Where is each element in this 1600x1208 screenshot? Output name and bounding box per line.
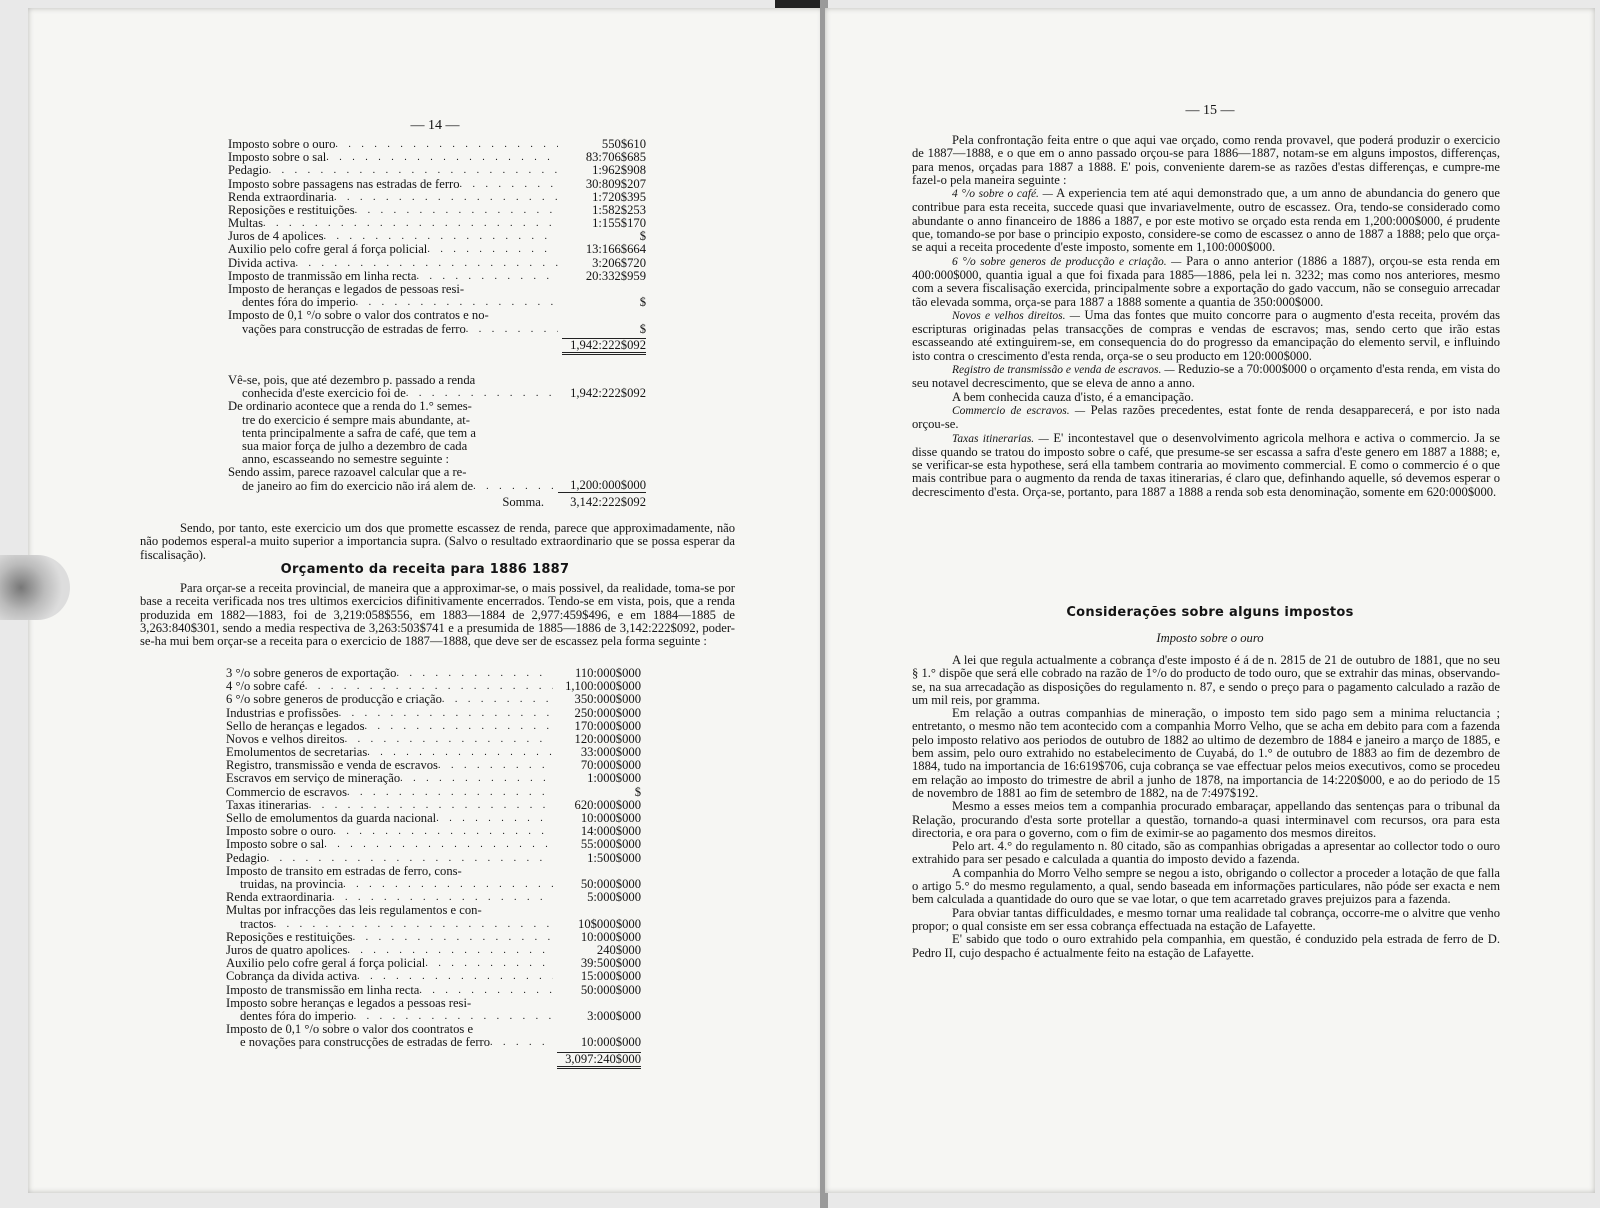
budget-row-amount: 1:500$000 xyxy=(587,850,641,865)
budget-multi-row-line1: Imposto sobre heranças e legados a pessoas resi- xyxy=(226,995,472,1010)
budget-row-amount: 240$000 xyxy=(596,942,641,957)
page-number-left: — 14 — xyxy=(410,118,460,133)
known-amount: 1,942:222$092 xyxy=(570,386,646,401)
revenue-row-amount: 20:332$959 xyxy=(585,268,646,283)
budget-multi-row-line2: dentes fóra do imperio xyxy=(240,1008,354,1023)
revenue-row-leader xyxy=(269,164,558,177)
budget-row xyxy=(226,720,641,733)
budget-total: 3,097:240$000 xyxy=(557,1052,641,1069)
reasonable-line1: Sendo assim, parece razoavel calcular que a re- xyxy=(228,465,467,480)
budget-row-label: Imposto de transmissão em linha recta xyxy=(226,982,420,997)
revenue-multi-row-leader xyxy=(466,323,558,336)
item-term: Registro de transmissão e venda de escravos. — xyxy=(952,364,1175,377)
revenue-row-label: Reposições e restituições xyxy=(228,202,355,217)
budget-row-amount: 1,100:000$000 xyxy=(565,679,641,694)
budget-row-label: Renda extraordinaria xyxy=(226,890,332,905)
body-paragraph: A lei que regula actualmente a cobrança d'este imposto é á de n. 2815 de 21 de outubro de 1881, que no seu § 1.° dispõe que será elle cobrado na razão de 1°/o do producto de todo ouro, que se extrahir das minas, observando-se, na sua arrecadação as disposições do regulamento n. 87, e sendo o preço para o pagamento calculado a razão de um mil reis, por gramma. xyxy=(912,653,1500,707)
revenue-row-label: Divida activa xyxy=(228,255,296,270)
budget-row-amount: 110:000$000 xyxy=(574,665,641,680)
budget-multi-row-row2 xyxy=(226,1036,641,1049)
budget-row-label: Reposições e restituições xyxy=(226,929,353,944)
budget-multi-row xyxy=(226,997,641,1023)
somma-label: Somma. xyxy=(502,494,544,509)
body-paragraph: Para obviar tantas difficuldades, e mesmo tornar uma realidade tal cobrança, occorre-me o alvitre que venho propor; o qual consiste em ser essa cobrança effectuada na estação de Lafayette. xyxy=(912,905,1500,933)
revenue-multi-row-line1: Imposto de 0,1 °/o sobre o valor dos contratos e no- xyxy=(228,308,489,323)
item-term: Novos e velhos direitos. — xyxy=(952,309,1080,322)
budget-row-amount: 55:000$000 xyxy=(580,837,641,852)
budget-row-amount: 70:000$000 xyxy=(580,758,641,773)
revenue-row xyxy=(228,257,646,270)
cause-line: A bem conhecida cauza d'isto, é a emancipação. xyxy=(952,389,1194,404)
revenue-row-amount: 3:206$720 xyxy=(592,255,646,270)
revenue-row-leader xyxy=(335,138,558,151)
budget-row-amount: 120:000$000 xyxy=(574,731,641,746)
budget-row-leader xyxy=(419,984,553,997)
budget-multi-row-line2: truidas, na provincia xyxy=(240,877,344,891)
budget-row-leader xyxy=(324,838,553,851)
summary-line2: conhecida d'este exercicio foi de xyxy=(242,386,406,401)
budget-multi-row-line2: e novações para construcções de estradas de ferro xyxy=(240,1035,490,1050)
revenue-multi-row-amount: $ xyxy=(639,321,646,336)
budget-multi-row-line1: Multas por infracções das leis regulamentos e con- xyxy=(226,903,482,918)
conclusion-paragraph: Sendo, por tanto, este exercicio um dos que promette escassez de renda, parece que approximadamente, não não podemos esperal-a muito superior a importancia supra. (Salvo o resultado extraordinario que se possa esperar da fiscalisação). xyxy=(140,521,735,562)
budget-row-label: Novos e velhos direitos xyxy=(226,731,345,746)
budget-row-amount: 1:000$000 xyxy=(587,771,641,786)
budget-row-label: Juros de quatro apolices xyxy=(226,942,348,957)
body-paragraph: Pelo art. 4.° do regulamento n. 80 citado, são as companhias obrigadas a apresentar ao collector todo o ouro extrahido para ser pesado e calculada a quantia do imposto devido a fazenda. xyxy=(912,839,1500,867)
body-paragraph: Em relação a outras companhias de mineração, o imposto tem sido pago sem a minima reluctancia ; entretanto, o mesmo não tem acontecido com a companhia Morro Velho, que se acha em debito para com a fazenda pelo imposto relativo aos periodos de outubro de 1882 ao ultimo de dezembro de 1884 e janeiro a março de 1885, e bem assim, pelo ouro extrahido no estabelecimento de Cuyabá, do 1.° de outubro de 1883 ao fim de dezembro de 1884, tudo na importancia de 16:619$706, cuja cobrança se vae effectuar pelos meios executivos, como se procedeu em relação ao imposto do trimestre de abril a junho de 1878, na importancia de 14:220$000, e ao do periodo de 15 de novembro de 1881 ao fim de setembro de 1882, na de 7:497$192. xyxy=(912,706,1500,800)
intro-paragraph: Pela confrontação feita entre o que aqui vae orçado, como renda provavel, que poderá produzir o exercicio de 1887—1888, e o que em o anno passado orçou-se para 1886—1887, notam-se em alguns impostos, differenças, para menos, orçadas para 1887 a 1888. E' pois, conveniente darem-se as razões d'estas differenças, e cumpre-me fazel-o pela maneira seguinte : xyxy=(912,133,1500,187)
item-paragraph: Commercio de escravos. — Pelas razões precedentes, estat fonte de renda desapparecerá, e por isto nada orçou-se. xyxy=(912,402,1501,432)
budget-row-label: Escravos em serviço de mineração xyxy=(226,771,401,786)
subsection-heading: Imposto sobre o ouro xyxy=(1156,631,1264,645)
budget-row-leader xyxy=(339,707,553,720)
budget-row-amount: 39:500$000 xyxy=(580,956,641,971)
budget-multi-row-amount: 10$000$000 xyxy=(578,916,641,931)
revenue-row-label: Pedagio xyxy=(228,163,269,178)
budget-row-label: 6 °/o sobre generos de producção e criação xyxy=(226,692,442,707)
budget-row-amount: 250:000$000 xyxy=(574,705,641,720)
budget-row-leader xyxy=(442,693,553,706)
budget-row-label: Imposto sobre o sal xyxy=(226,837,325,852)
somma-amount: 3,142:222$092 xyxy=(570,494,646,509)
item-paragraph: 4 °/o sobre o café. — A experiencia tem até aqui demonstrado que, a um anno de abundancia do genero que contribue para esta receita, succede quasi que invariavelmente, outro de escassez. Ora, tendo-se considerado como abundante o anno financeiro de 1886 a 1887, e por este motivo se orçado esta renda em 1,200:000$000, é prudente que, tomando-se por base o principio exposto, considere-se como de escassez o anno de 1887 a 1888; pelo que orça-se aqui a receita procedente d'este imposto, somente em 1,100:000$000. xyxy=(912,186,1500,255)
budget-row-amount: 14:000$000 xyxy=(580,824,641,839)
item-paragraph: Registro de transmissão e venda de escravos. — Reduzio-se a 70:000$000 o orçamento d'esta renda, em vista do seu notavel decrescimento, que se eleva de anno a anno. xyxy=(912,362,1501,391)
semester-line: sua maior força de julho a dezembro de cada xyxy=(242,439,468,453)
budget-row xyxy=(226,693,641,706)
budget-multi-row-leader xyxy=(490,1036,553,1049)
item-paragraph: Taxas itinerarias. — E' incontestavel que o desenvolvimento agricola melhora e activa o commercio. Ja se disse quando se tratou do imposto sobre o café, que presume-se ser escassa a safra d'este genero em 1887 a 1888; e, se verificar-se esta hypothese, será ella tambem contraria ao movimento commercial. E como o commercio é o que mais contribue para o augmento da renda de taxas itinerarias, é claro que, definhando aquelle, só devemos esperar o decrescimento d'esta. Orça-se, portanto, para 1887 a 1888 a renda sob esta denominação, somente em 620:000$000. xyxy=(912,430,1500,499)
revenue-row xyxy=(228,244,646,257)
budget-row xyxy=(226,931,641,944)
budget-row-leader xyxy=(267,852,553,865)
page-tab-mark xyxy=(0,555,70,620)
budget-row-leader xyxy=(425,957,553,970)
revenue-row xyxy=(228,178,646,191)
revenue-row xyxy=(228,204,646,217)
budget-row-leader xyxy=(347,786,553,799)
budget-row xyxy=(226,786,641,799)
revenue-row-amount: $ xyxy=(639,229,646,244)
budget-row-label: Pedagio xyxy=(226,850,267,865)
budget-row xyxy=(226,707,641,720)
item-term: 6 °/o sobre generos de producção e criação. — xyxy=(952,255,1182,268)
budget-multi-row-row2 xyxy=(226,918,641,931)
budget-multi-row-leader xyxy=(274,918,553,931)
revenue-multi-row-line2: vações para construcção de estradas de ferro xyxy=(242,321,466,336)
budget-row-leader xyxy=(333,825,553,838)
revenue-multi-row-amount: $ xyxy=(639,295,646,310)
revenue-multi-row-row2 xyxy=(228,323,646,336)
budget-row-label: Auxilio pelo cofre geral á força policial xyxy=(226,956,426,971)
revenue-row xyxy=(228,164,646,177)
budget-row-label: 3 °/o sobre generos de exportação xyxy=(226,665,397,680)
revenue-row xyxy=(228,191,646,204)
budget-row-leader xyxy=(438,759,553,772)
budget-row-label: Imposto sobre o ouro xyxy=(226,824,334,839)
semester-line: tenta principalmente a safra de café, que tem a xyxy=(242,425,476,440)
summary-block xyxy=(228,374,646,509)
revenue-multi-row xyxy=(228,309,646,335)
revenue-row-amount: 1:720$395 xyxy=(592,189,646,204)
reasonable-line2: de janeiro ao fim do exercicio não irá alem de xyxy=(242,478,474,493)
budget-row-label: Sello de heranças e legados xyxy=(226,718,365,733)
budget-multi-row xyxy=(226,904,641,930)
revenue-row-label: Imposto sobre o ouro xyxy=(228,136,336,151)
budget-row-amount: 33:000$000 xyxy=(580,745,641,760)
budget-multi-row-line2: tractos xyxy=(240,916,274,931)
budget-row xyxy=(226,838,641,851)
budget-row-leader xyxy=(400,772,553,785)
budget-multi-row xyxy=(226,1023,641,1049)
budget-row-label: Industrias e profissões xyxy=(226,705,339,720)
item-term: 4 °/o sobre o café. — xyxy=(952,188,1053,201)
budget-row-leader xyxy=(353,931,553,944)
budget-heading: Orçamento da receita para 1886 1887 xyxy=(280,562,570,577)
budget-row-leader xyxy=(345,733,553,746)
revenue-row-amount: 1:582$253 xyxy=(592,202,646,217)
budget-row-amount: 350:000$000 xyxy=(574,692,641,707)
budget-row-leader xyxy=(364,720,553,733)
revenue-total: 1,942:222$092 xyxy=(562,338,646,355)
budget-row-label: Sello de emolumentos da guarda nacional xyxy=(226,811,437,826)
budget-multi-row-amount: 10:000$000 xyxy=(580,1035,641,1050)
item-paragraph: 6 °/o sobre generos de producção e criação. — Para o anno anterior (1886 a 1887), orçou-se esta renda em 400:000$000, quantia igual a que foi fixada para 1885—1886, pela lei n. 3232; mas como nos anteriores, mesmo com a severa fiscalisação exercida, principalmente sobre a exportação do gado vaccum, não se conseguio arrecadar tão elevada somma, orça-se para 1887 a 1888 somente a quantia de 350:000$000. xyxy=(912,253,1500,309)
item-term: Taxas itinerarias. — xyxy=(952,432,1049,445)
semester-line: tre do exercicio é sempre mais abundante, at- xyxy=(242,412,470,427)
right-text-block xyxy=(912,134,1500,499)
budget-row-amount: 5:000$000 xyxy=(587,890,641,905)
item-paragraph: Novos e velhos direitos. — Uma das fontes que muito concorre para o augmento d'esta receita, provém das escripturas originadas pelas transacções de compras e vendas de escravos; mas, sendo certo que irão estas escasseando até extinguirem-se, em consequencia do do progresso da emancipação do elemento servil, e influindo isto contra o crescimento d'esta renda, orça-se o seu producto em 120:000$000. xyxy=(912,307,1501,363)
budget-row xyxy=(226,852,641,865)
revenue-row-amount: 1:962$908 xyxy=(592,163,646,178)
budget-row-amount: 15:000$000 xyxy=(580,969,641,984)
budget-row-label: Commercio de escravos xyxy=(226,784,347,799)
body-paragraph: A companhia do Morro Velho sempre se negou a isto, obrigando o collector a proceder a lotação de que falla o artigo 5.° do mesmo regulamento, a qual, sendo baseada em informações particulares, não póde ser exacta e nem bem calculada a quantidade do ouro que se vae lotar, o que tem acarretado graves prejuizos para a fazenda. xyxy=(912,865,1500,907)
budget-row xyxy=(226,984,641,997)
revenue-row-leader xyxy=(334,191,558,204)
revenue-row-label: Imposto sobre passagens nas estradas de ferro xyxy=(228,176,460,191)
semester-line: De ordinario acontece que a renda do 1.° semes- xyxy=(228,399,472,414)
body-paragraph: Mesmo a esses meios tem a companhia procurado embaraçar, appellando das sentenças para o tribunal da Relação, procurando d'esta sorte protellar a questão, tornando-a quasi interminavel com recursos, ora para esta directoria, e ora para o governo, com o fim de eximir-se ao pagamento dos mesmos direitos. xyxy=(912,799,1500,840)
budget-row-amount: 170:000$000 xyxy=(574,718,641,733)
budget-multi-row-amount: 50:000$000 xyxy=(580,877,641,891)
revenue-multi-row-line1: Imposto de heranças e legados de pessoas resi- xyxy=(228,282,465,297)
revenue-row-label: Juros de 4 apolices xyxy=(228,229,324,244)
budget-multi-row-leader xyxy=(343,878,553,891)
revenue-row xyxy=(228,151,646,164)
budget-row-label: Taxas itinerarias xyxy=(226,797,309,812)
item-term: Commercio de escravos. — xyxy=(952,404,1086,417)
budget-row-amount: 50:000$000 xyxy=(580,982,641,997)
budget-intro: Para orçar-se a receita provincial, de maneira que a approximar-se, o mais possivel, da realidade, toma-se por base a receita verificada nos tres ultimos exercicios difinitivamente encerrados. Tendo-se em vista, pois, que a renda produzida em 1882—1883, foi de 3,219:058$556, em 1883—1884 de 2,977:459$496, e em 1884—1885 de 3,263:840$301, sendo a media respectiva de 3,263:503$741 e a presumida de 1885—1886 de 3,142:222$092, poder-se-ha mui bem orçar-se a receita para o exercicio de 1887—1888, que deve ser de escassez pela forma seguinte : xyxy=(140,581,735,649)
revenue-row-label: Imposto sobre o sal xyxy=(228,150,327,165)
budget-row-leader xyxy=(357,970,553,983)
budget-multi-row-line1: Imposto de transito em estradas de ferro, cons- xyxy=(226,863,462,878)
revenue-row-amount: 1:155$170 xyxy=(592,216,646,231)
budget-row-leader xyxy=(436,812,553,825)
body-paragraph: E' sabido que todo o ouro extrahido pela companhia, em questão, é conduzido pela estrada de ferro de D. Pedro II, cujo despacho é actualmente feito na estação de Lafayette. xyxy=(912,932,1500,960)
budget-row-label: Cobrança da divida activa xyxy=(226,969,358,984)
budget-row-amount: 10:000$000 xyxy=(580,929,641,944)
section-heading: Considerações sobre alguns impostos xyxy=(1066,605,1354,620)
revenue-row-amount: 83:706$685 xyxy=(585,150,646,165)
budget-row-amount: 10:000$000 xyxy=(580,811,641,826)
budget-multi-row xyxy=(226,865,641,891)
budget-row-label: 4 °/o sobre café xyxy=(226,679,305,694)
estimate-amount: 1,200:000$000 xyxy=(558,479,646,493)
budget-row xyxy=(226,773,641,786)
revenue-row-label: Renda extraordinaria xyxy=(228,189,334,204)
semester-line: anno, escasseando no semestre seguinte : xyxy=(242,452,450,467)
revenue-row-amount: 30:809$207 xyxy=(585,176,646,191)
page-number-right: — 15 — xyxy=(1185,103,1235,118)
summary-line1: Vê-se, pois, que até dezembro p. passado a renda xyxy=(228,373,476,387)
revenue-row-leader xyxy=(427,243,558,256)
revenue-multi-row-line2: dentes fóra do imperio xyxy=(242,295,356,310)
budget-multi-row-line1: Imposto de 0,1 °/o sobre o valor dos coontratos e xyxy=(226,1022,474,1037)
budget-row-amount: 620:000$000 xyxy=(574,797,641,812)
revenue-row-label: Multas xyxy=(228,216,263,231)
revenue-row-leader xyxy=(460,178,558,191)
revenue-row-amount: 550$610 xyxy=(601,136,646,151)
revenue-row-leader xyxy=(296,257,559,270)
budget-row-label: Emolumentos de secretarias xyxy=(226,745,368,760)
gold-tax-paragraphs xyxy=(912,654,1500,960)
revenue-row-label: Imposto de tranmissão em linha recta xyxy=(228,268,417,283)
budget-multi-row-amount: 3:000$000 xyxy=(587,1008,641,1023)
budget-row xyxy=(226,970,641,983)
revenue-multi-row xyxy=(228,283,646,309)
budget-row-label: Registro, transmissão e venda de escravos xyxy=(226,758,438,773)
budget-row-amount: $ xyxy=(634,784,641,799)
revenue-list xyxy=(228,138,646,355)
revenue-row-label: Auxilio pelo cofre geral á força policial xyxy=(228,242,428,257)
budget-row-leader xyxy=(396,667,553,680)
revenue-row-leader xyxy=(326,151,558,164)
revenue-row-leader xyxy=(355,204,558,217)
budget-list xyxy=(226,667,641,1069)
revenue-row-amount: 13:166$664 xyxy=(585,242,646,257)
